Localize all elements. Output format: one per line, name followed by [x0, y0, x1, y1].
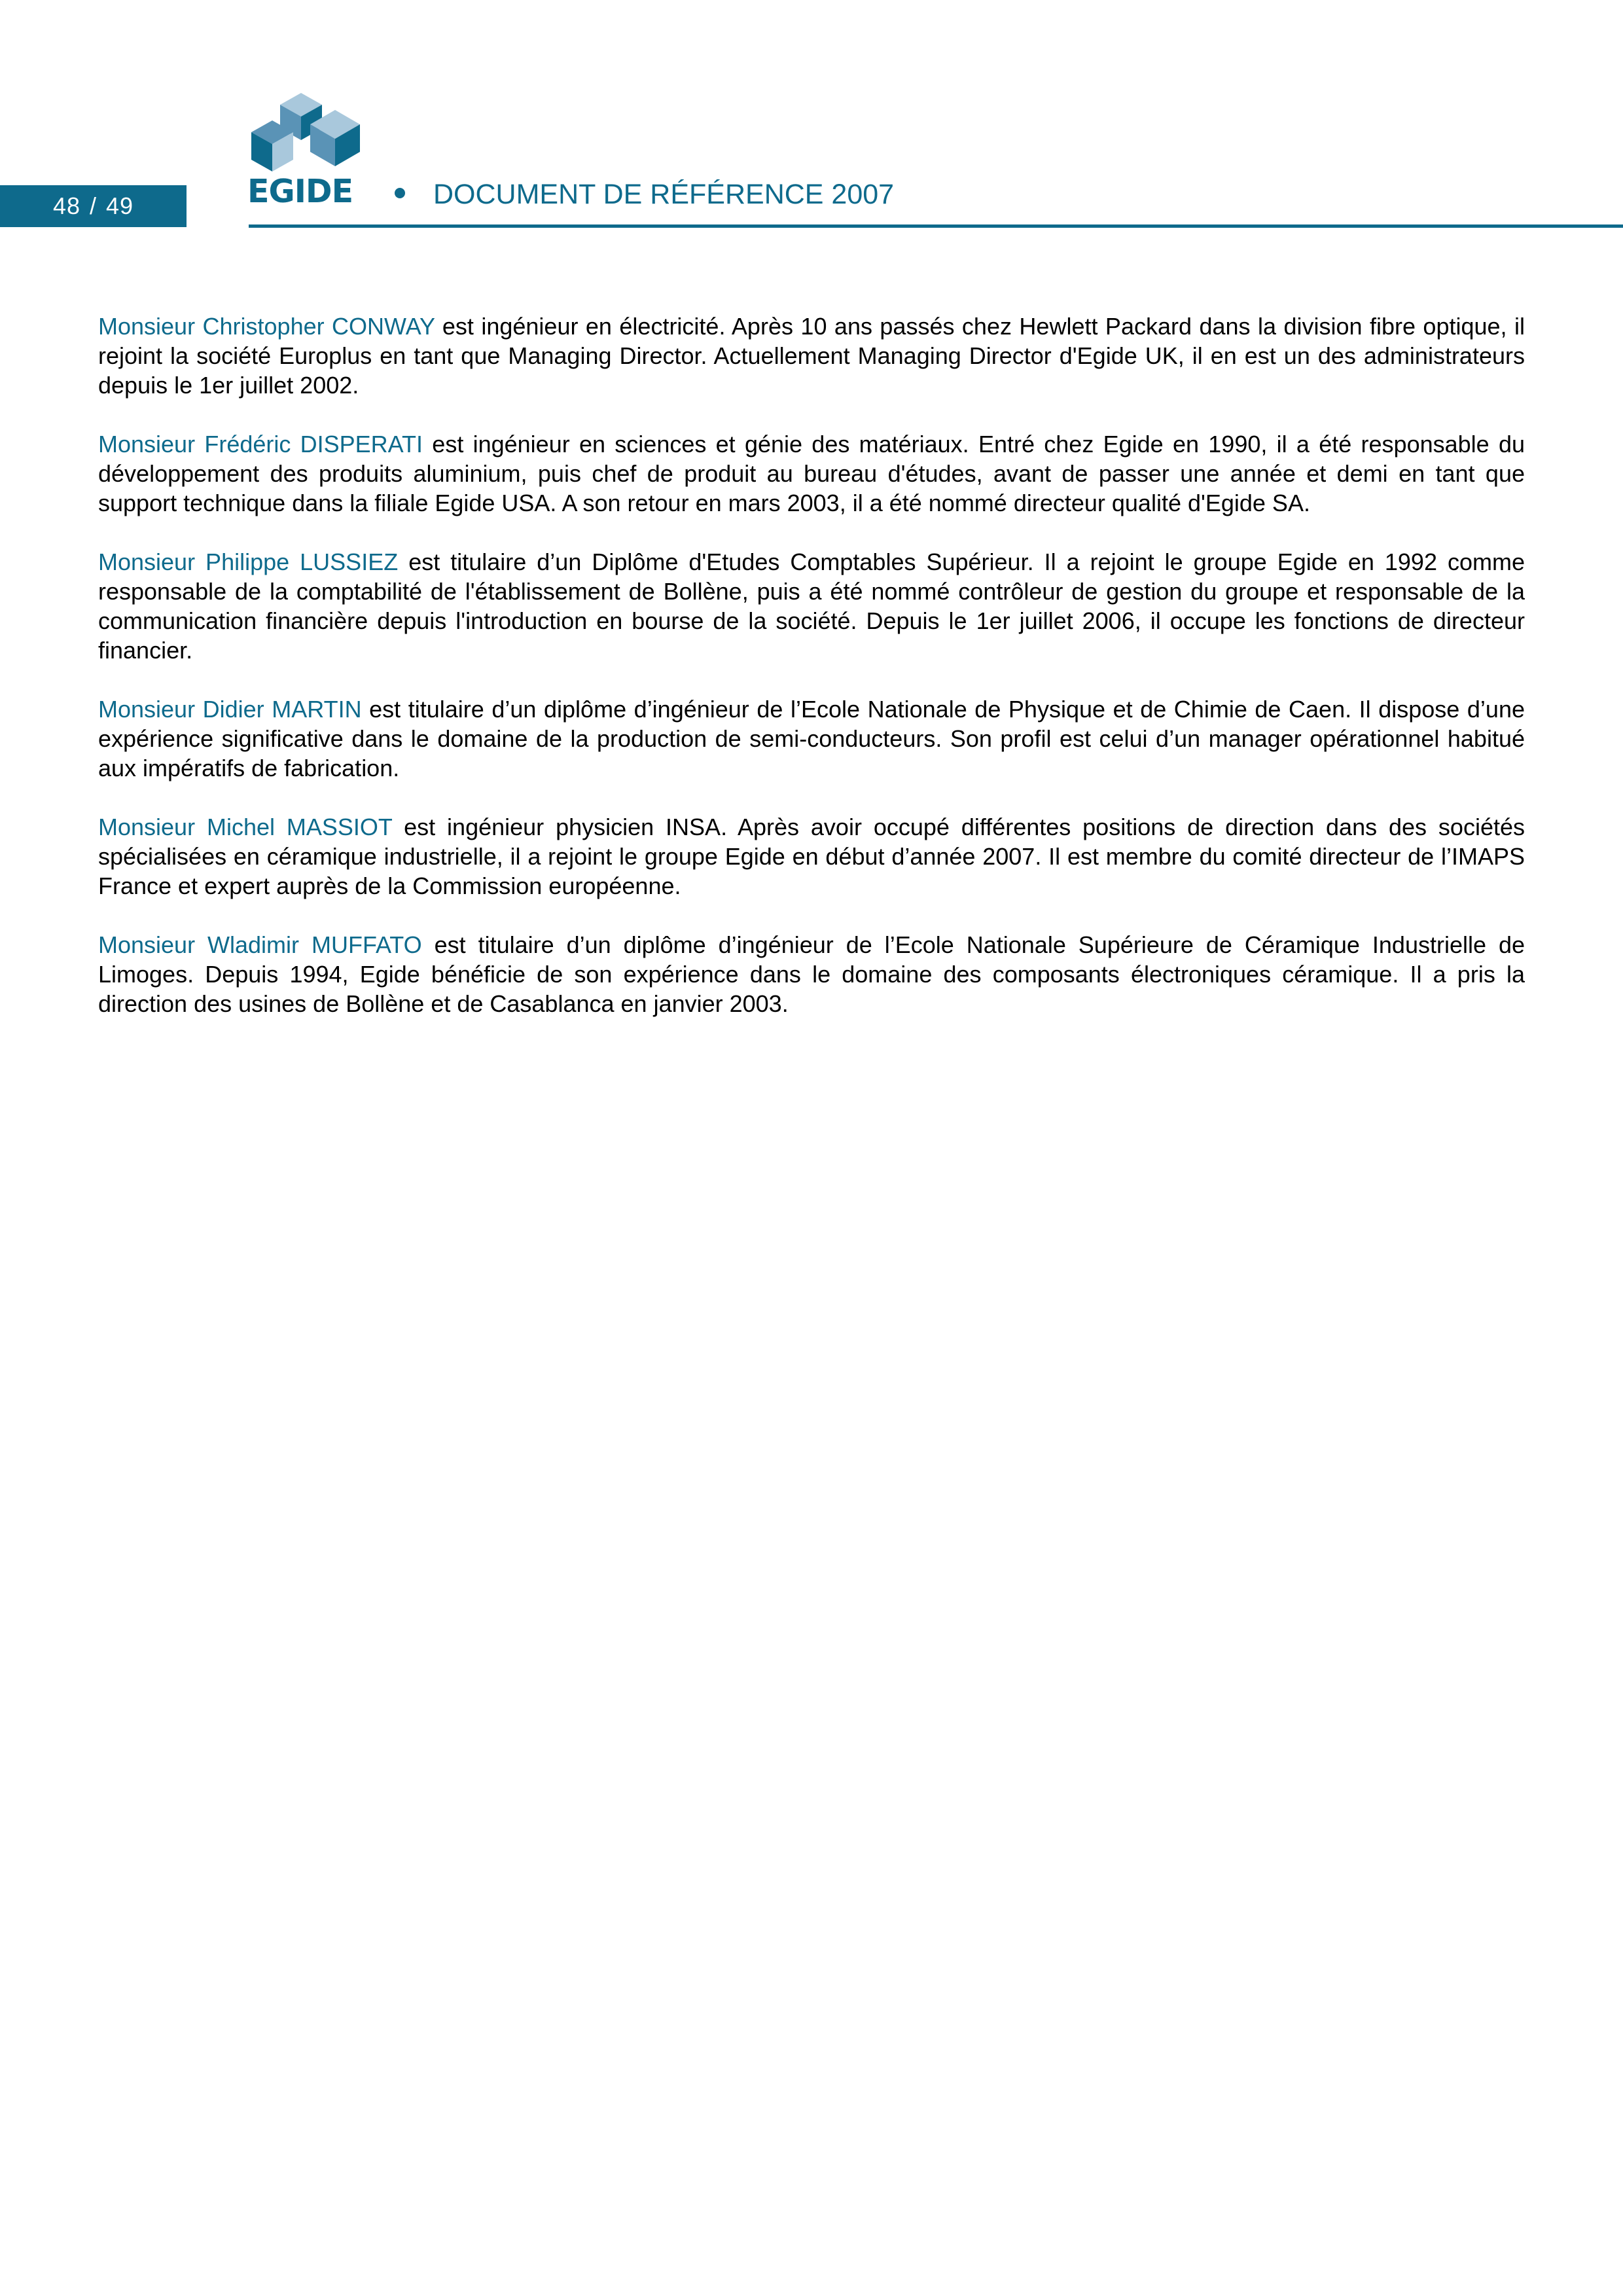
person-name: Monsieur Christopher CONWAY	[98, 313, 435, 340]
person-name: Monsieur Michel MASSIOT	[98, 814, 393, 840]
bio-text: est titulaire d’un diplôme d’ingénieur de l’Ecole Nationale de Physique et de Chimie de Caen. Il dispose d’une expérience significative dans le domaine de la production de semi-conducteurs. Son profil est celui d’un manager opérationnel habitué aux impératifs de fabrication.	[98, 696, 1525, 781]
bio-text: est ingénieur en sciences et génie des matériaux. Entré chez Egide en 1990, il a été responsable du développement des produits aluminium, puis chef de produit au bureau d'études, avant de passer une année et demi en tant que support technique dans la filiale Egide USA. A son retour en mars 2003, il a été nommé directeur qualité d'Egide SA.	[98, 431, 1525, 516]
person-name: Monsieur Frédéric DISPERATI	[98, 431, 423, 457]
biographies	[98, 312, 1525, 1048]
bio-text: est titulaire d’un diplôme d’ingénieur de l’Ecole Nationale Supérieure de Céramique Industrielle de Limoges. Depuis 1994, Egide bénéficie de son expérience dans le domaine des composants électroniques céramique. Il a pris la direction des usines de Bollène et de Casablanca en janvier 2003.	[98, 931, 1525, 1017]
bio-paragraph	[98, 547, 1525, 665]
person-name: Monsieur Didier MARTIN	[98, 696, 362, 723]
bio-paragraph	[98, 812, 1525, 901]
page-number-tab	[0, 185, 187, 227]
brand-name: EGIDE	[247, 173, 353, 210]
page-number-other: 49	[106, 192, 134, 219]
page-number-separator: /	[89, 192, 97, 219]
person-name: Monsieur Philippe LUSSIEZ	[98, 548, 399, 575]
page-number-current: 48	[52, 192, 80, 219]
header-divider	[249, 224, 1623, 228]
bio-paragraph	[98, 312, 1525, 400]
bio-paragraph	[98, 429, 1525, 518]
bio-text: est ingénieur physicien INSA. Après avoir occupé différentes positions de direction dans des sociétés spécialisées en céramique industrielle, il a rejoint le groupe Egide en début d’année 2007. Il est membre du comité directeur de l’IMAPS France et expert auprès de la Commission européenne.	[98, 814, 1525, 899]
bio-paragraph	[98, 930, 1525, 1018]
document-title: DOCUMENT DE RÉFÉRENCE 2007	[433, 179, 895, 210]
person-name: Monsieur Wladimir MUFFATO	[98, 931, 422, 958]
bio-paragraph	[98, 694, 1525, 783]
bio-text: est titulaire d’un Diplôme d'Etudes Comptables Supérieur. Il a rejoint le groupe Egide en 1992 comme responsable de la comptabilité de l'établissement de Bollène, puis a été nommé contrôleur de gestion du groupe et responsable de la communication financière depuis l'introduction en bourse de la société. Depuis le 1er juillet 2006, il occupe les fonctions de directeur financier.	[98, 548, 1525, 664]
title-bullet	[395, 188, 405, 198]
bio-text: est ingénieur en électricité. Après 10 ans passés chez Hewlett Packard dans la division fibre optique, il rejoint la société Europlus en tant que Managing Director. Actuellement Managing Director d'Egide UK, il en est un des administrateurs depuis le 1er juillet 2002.	[98, 313, 1525, 399]
